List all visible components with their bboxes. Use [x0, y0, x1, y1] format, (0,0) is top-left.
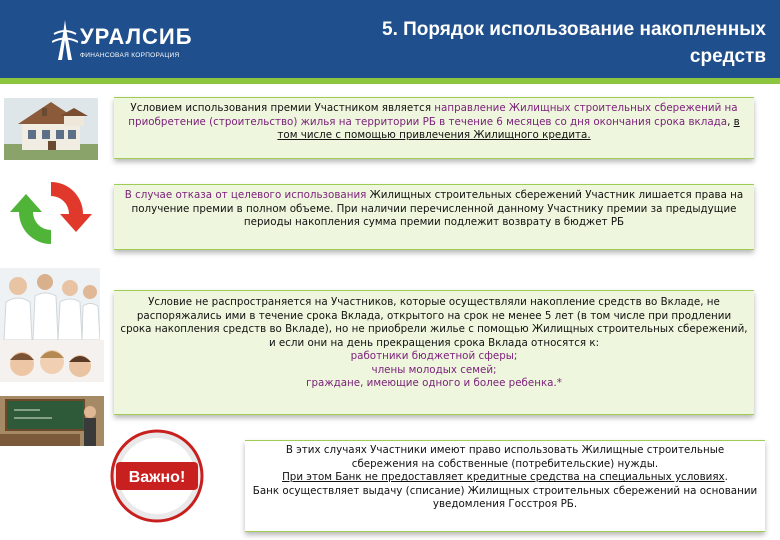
block4-part3: . — [724, 471, 728, 483]
list-item: граждане, имеющие одного и более ребенка.* — [306, 377, 562, 389]
logo-subtitle: ФИНАНСОВАЯ КОРПОРАЦИЯ — [80, 52, 180, 59]
company-logo[interactable] — [52, 16, 202, 66]
block4-part1: В этих случаях Участники имеют право использовать Жилищные строительные сбережения на собственные (потребительские) нужды. — [285, 444, 725, 470]
block1-part2: направление Жилищных строительных сбережений на приобретение (строительство) жилья на территории РБ в течение 6 месяцев со дня окончания срока вклада — [128, 102, 738, 128]
logo-name: УРАЛСИБ — [80, 24, 193, 49]
exception-box — [114, 290, 754, 415]
page-title-line2: средств — [689, 46, 766, 67]
block2-part1: В случае отказа от целевого использования — [124, 189, 370, 201]
block4-part2: При этом Банк не предоставляет кредитные средства на специальных условиях — [282, 471, 725, 483]
list-item: члены молодых семей; — [371, 363, 497, 376]
header-bar — [0, 0, 780, 78]
header-stripe — [0, 78, 780, 84]
recycle-arrows-icon — [8, 172, 94, 254]
logo-tower-icon — [52, 20, 78, 60]
classroom-photo — [0, 396, 104, 446]
family-photo — [0, 340, 104, 396]
block3-text: Условие не распространяется на Участников, которые осуществляли накопление средств во Вкладе, не распоряжались ими в течение срока Вклада, открытого на срок не менее 5 лет (в том числе при продлении срока накопления средств во Вкладе), но не приобрели жилье с помощью Жилищных строительных сбережений, и если они на день прекращения срока Вклада относятся к: — [120, 296, 748, 349]
page-title — [246, 16, 766, 70]
block1-part3: , — [727, 115, 734, 128]
doctors-photo — [0, 268, 100, 340]
condition-box — [114, 97, 754, 159]
house-photo — [4, 98, 98, 160]
page-title-line1: 5. Порядок использование накопленных — [382, 19, 766, 40]
block1-part1: Условием использования премии Участником является — [130, 102, 435, 114]
list-item: работники бюджетной сферы; — [350, 350, 518, 362]
block2-part2: Жилищных строительных сбережений Участник лишается права на получение премии в полном объеме. При наличии перечисленной данному Участнику премии за предыдущие периоды накопления сумма премии подлежит возврату в бюджет РБ — [131, 189, 744, 228]
rights-box — [245, 440, 765, 532]
badge-label: Важно! — [128, 469, 186, 486]
important-badge-icon — [110, 428, 204, 524]
refusal-box — [114, 184, 754, 250]
block4-part4: Банк осуществляет выдачу (списание) Жилищных строительных сбережений на основании уведомления Госстроя РБ. — [252, 484, 758, 510]
block1-part4: в том числе с помощью привлечения Жилищного кредита. — [277, 115, 740, 141]
